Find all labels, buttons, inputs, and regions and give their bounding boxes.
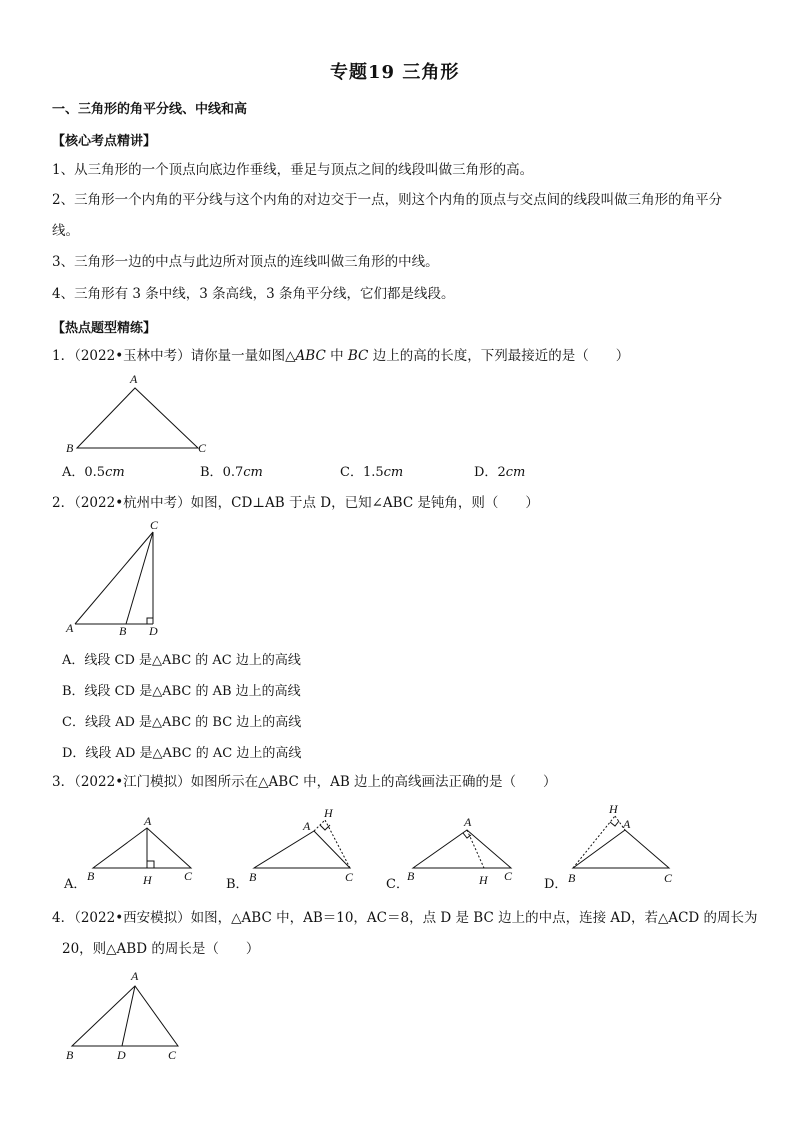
q2-label-a: A <box>66 621 74 635</box>
q3b-label-b: B <box>249 870 257 884</box>
q3d-label-c: C <box>664 871 673 885</box>
q3b-label-a: A <box>303 819 311 833</box>
q1-triangle <box>77 388 198 448</box>
q3c-label-a: A <box>464 815 472 829</box>
q2-line-bc <box>126 532 153 624</box>
q3d-triangle <box>573 830 669 868</box>
q4-triangle-figure <box>60 966 200 1066</box>
q1-option-d[interactable]: D．2cm <box>474 465 526 480</box>
question-1-stem <box>52 347 629 365</box>
question-2-stem: 2．（2022•杭州中考）如图，CD⊥AB 于点 D，已知∠ABC 是钝角，则（ ） <box>52 495 539 511</box>
q3a-label-h: H <box>143 873 152 887</box>
page-title: 专题19 三角形 <box>330 62 460 83</box>
q3d-label-a: A <box>623 817 631 831</box>
section-heading: 一、三角形的角平分线、中线和高 <box>52 102 248 117</box>
q3-option-c-letter[interactable]: C． <box>386 877 409 892</box>
q1-label-b: B <box>66 441 74 455</box>
q4-triangle <box>72 986 178 1046</box>
q1-stem-text: 1．（2022•玉林中考）请你量一量如图△ <box>52 348 296 364</box>
point-4: 4、三角形有 3 条中线，3 条高线，3 条角平分线，它们都是线段。 <box>52 286 455 302</box>
q2-option-b[interactable]: B．线段 CD 是△ABC 的 AB 边上的高线 <box>62 684 301 699</box>
q1-triangle-name: ABC <box>295 348 326 364</box>
q3-option-b-letter[interactable]: B． <box>226 877 249 892</box>
question-4-stem-line1: 4．（2022•西安模拟）如图，△ABC 中，AB＝10，AC＝8，点 D 是 BC 边上的中点，连接 AD，若△ACD 的周长为 <box>52 910 758 926</box>
q3a-right-angle-mark <box>147 861 154 868</box>
q1-option-c[interactable]: C．1.5cm <box>340 465 404 480</box>
q3c-label-b: B <box>407 869 415 883</box>
point-1: 1、从三角形的一个顶点向底边作垂线，垂足与顶点之间的线段叫做三角形的高。 <box>52 162 534 178</box>
q4-label-d: D <box>117 1048 126 1062</box>
q3d-right-angle-mark <box>610 821 619 826</box>
q2-option-c[interactable]: C．线段 AD 是△ABC 的 BC 边上的高线 <box>62 715 302 730</box>
q3c-label-h: H <box>479 873 488 887</box>
question-4-stem-line2: 20，则△ABD 的周长是（ ） <box>62 941 260 957</box>
q2-label-c: C <box>150 518 159 532</box>
q4-median-ad <box>122 986 135 1046</box>
core-points-heading: 【核心考点精讲】 <box>52 134 157 149</box>
q4-label-a: A <box>131 969 139 983</box>
point-3: 3、三角形一边的中点与此边所对顶点的连线叫做三角形的中线。 <box>52 254 439 270</box>
q3-option-a-figure[interactable] <box>85 810 205 890</box>
q1-triangle-figure <box>60 372 220 455</box>
q3a-triangle <box>93 828 191 868</box>
q3-option-b-figure[interactable] <box>246 803 366 888</box>
q1-stem-end: 边上的高的长度，下列最接近的是（ ） <box>368 348 630 364</box>
hot-questions-heading: 【热点题型精练】 <box>52 321 157 336</box>
q3-option-d-figure[interactable] <box>565 800 685 890</box>
q3a-label-c: C <box>184 869 193 883</box>
q1-option-b[interactable]: B．0.7cm <box>200 465 263 480</box>
q2-triangle-figure <box>60 520 180 640</box>
q3a-label-b: B <box>87 869 95 883</box>
q3-option-d-letter[interactable]: D． <box>544 877 568 892</box>
q2-option-a[interactable]: A．线段 CD 是△ABC 的 AC 边上的高线 <box>62 653 301 668</box>
q1-stem-middle: 中 <box>325 348 348 364</box>
q3d-label-h: H <box>609 802 618 816</box>
q3b-label-h: H <box>324 806 333 820</box>
q1-option-a[interactable]: A．0.5cm <box>62 465 125 480</box>
q3d-label-b: B <box>568 871 576 885</box>
q2-line-ac <box>75 532 153 624</box>
q3-option-a-letter[interactable]: A． <box>64 877 87 892</box>
q3b-dashed-extension <box>314 820 325 831</box>
q2-label-b: B <box>119 624 127 638</box>
q3a-label-a: A <box>144 814 152 828</box>
q4-label-b: B <box>66 1048 74 1062</box>
question-3-stem: 3．（2022•江门模拟）如图所示在△ABC 中，AB 边上的高线画法正确的是（ ） <box>52 774 557 790</box>
point-2-continued: 线。 <box>52 223 79 239</box>
q1-side-name: BC <box>347 348 369 364</box>
q2-option-d[interactable]: D．线段 AD 是△ABC 的 AC 边上的高线 <box>62 746 302 761</box>
q3-option-c-figure[interactable] <box>405 810 525 890</box>
q1-label-c: C <box>198 441 207 455</box>
q3b-triangle <box>254 831 350 868</box>
q1-label-a: A <box>130 372 138 386</box>
q3c-label-c: C <box>504 869 513 883</box>
q3b-label-c: C <box>345 870 354 884</box>
q3c-right-angle-mark <box>463 833 471 838</box>
q2-label-d: D <box>149 624 158 638</box>
q3b-dashed-altitude <box>325 820 350 868</box>
point-2: 2、三角形一个内角的平分线与这个内角的对边交于一点，则这个内角的顶点与交点间的线段叫做三角形的角平分 <box>52 192 723 208</box>
q4-label-c: C <box>168 1048 177 1062</box>
q3c-triangle <box>413 830 511 868</box>
